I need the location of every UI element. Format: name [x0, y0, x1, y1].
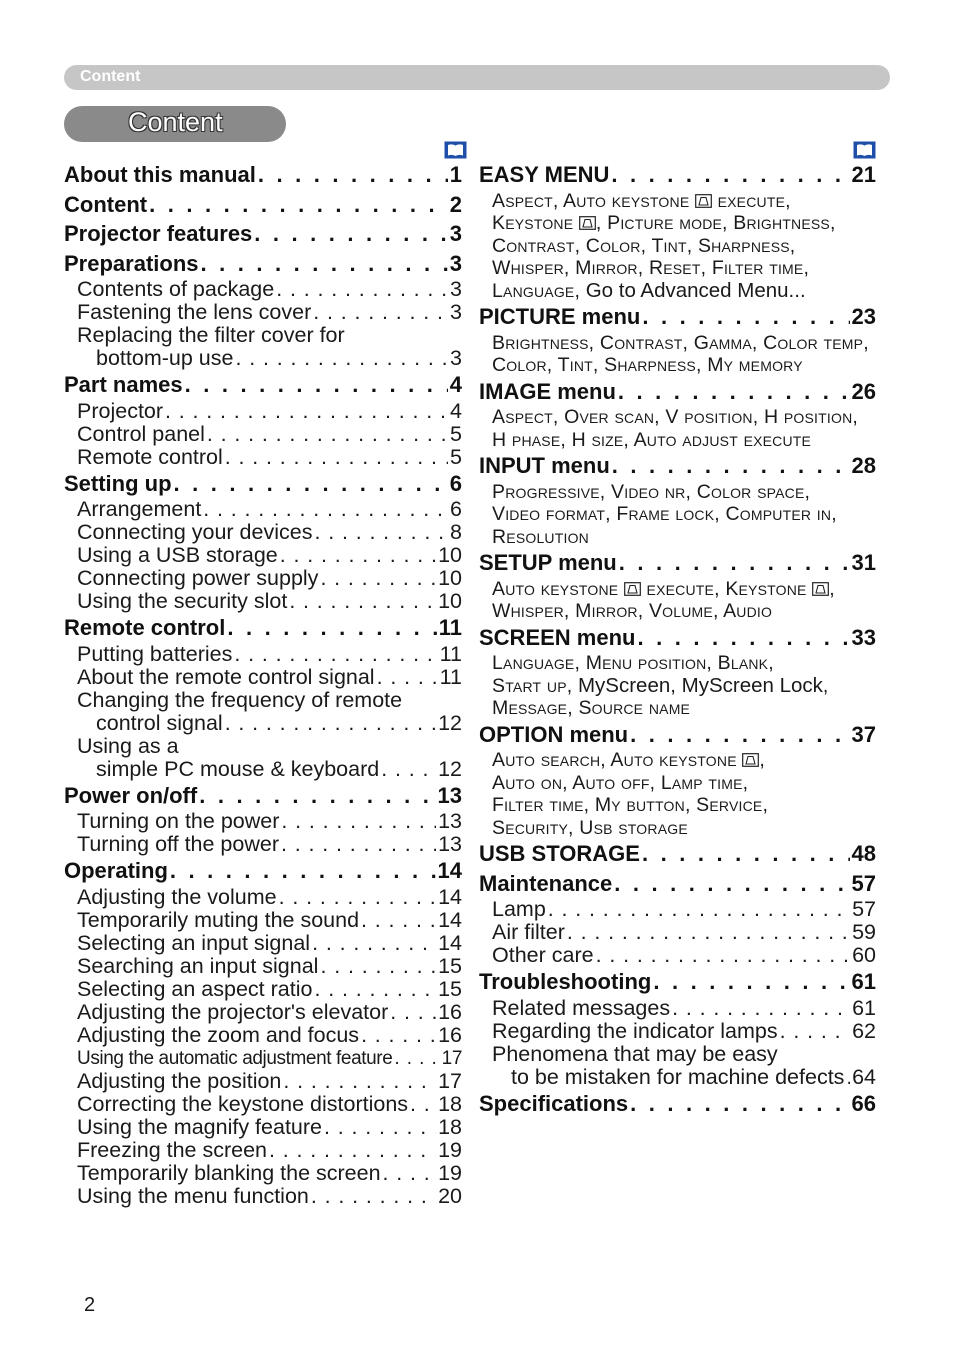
dot-leader [314, 521, 448, 544]
toc-entry-first-line: Changing the frequency of remote [77, 687, 403, 712]
dot-leader [203, 498, 448, 521]
toc-section-option-menu-page: 37 [851, 721, 876, 747]
toc-section-remote-control[interactable] [64, 613, 462, 643]
dot-leader [174, 469, 448, 499]
toc-entry[interactable] [64, 712, 462, 735]
keystone-icon [812, 582, 829, 596]
dot-leader [320, 955, 436, 978]
toc-entry-first-line: Using as a [77, 733, 179, 758]
toc-section-setup-menu-label: SETUP menu [479, 550, 617, 575]
toc-section-setup-menu-page: 31 [851, 550, 876, 575]
menu-item-text: Color, Tint, Sharpness, My memory [492, 354, 803, 376]
toc-entry-label: Temporarily blanking the screen [77, 1160, 381, 1185]
menu-item-list [479, 526, 876, 549]
toc-entry[interactable] [479, 898, 876, 921]
menu-item-list [479, 600, 876, 623]
menu-item-text: Go to Advanced Menu... [585, 278, 806, 302]
book-icon [853, 141, 876, 159]
dot-leader [149, 190, 448, 220]
toc-entry-label: Turning off the power [77, 832, 279, 856]
menu-item-text: Message, Source name [492, 697, 691, 719]
toc-entry[interactable] [64, 498, 462, 521]
toc-entry[interactable] [479, 1066, 876, 1089]
toc-entry-label: Adjusting the projector's elevator [77, 999, 389, 1024]
toc-entry-label: Selecting an input signal [77, 930, 311, 955]
menu-item-list [479, 280, 876, 303]
dot-leader [548, 898, 850, 921]
toc-entry-label: Adjusting the zoom and focus [77, 1022, 360, 1047]
toc-entry-label: Using the automatic adjustment feature [77, 1047, 393, 1069]
menu-item-list [479, 190, 876, 213]
toc-entry-label: Using the menu function [77, 1183, 309, 1208]
menu-item-text: Video format, Frame lock, Computer in, [492, 503, 837, 525]
toc-entry-label: Connecting power supply [77, 566, 319, 590]
toc-entry-label: Adjusting the position [77, 1068, 282, 1093]
toc-entry-page: 20 [438, 1183, 462, 1208]
toc-section-power-on-off-page: 13 [437, 782, 462, 808]
toc-entry[interactable] [64, 1185, 462, 1208]
toc-entry-label: Air filter [492, 920, 565, 944]
dot-leader [390, 1001, 436, 1024]
toc-entry[interactable] [479, 1020, 876, 1043]
toc-entry-page: 13 [438, 832, 462, 856]
toc-entry-label: Connecting your devices [77, 520, 313, 544]
menu-item-text: , Picture mode, Brightness, [595, 212, 836, 234]
dot-leader [394, 1047, 439, 1070]
dot-leader [283, 1070, 436, 1093]
dot-leader [312, 932, 436, 955]
toc-right-column [479, 160, 876, 1118]
dot-leader [225, 712, 436, 735]
toc-section-troubleshooting[interactable] [479, 967, 876, 997]
toc-entry-page: 18 [438, 1114, 462, 1139]
toc-section-projector-features-label: Projector features [64, 221, 253, 246]
menu-item-text: Whisper, Mirror, Reset, Filter time, [492, 257, 810, 279]
menu-item-list [479, 212, 876, 235]
toc-entry-page: 10 [438, 589, 462, 613]
dot-leader [567, 921, 850, 944]
dot-leader [612, 451, 850, 481]
toc-entry-label: Correcting the keystone distortions [77, 1091, 409, 1116]
toc-entry[interactable] [64, 758, 462, 781]
book-icon [444, 141, 467, 159]
toc-entry-label: Searching an input signal [77, 953, 319, 978]
toc-section-picture-menu[interactable] [479, 302, 876, 332]
toc-entry-page: 59 [852, 920, 876, 944]
toc-section-usb-storage[interactable] [479, 839, 876, 869]
toc-entry[interactable] [64, 423, 462, 446]
toc-entry-page: 15 [438, 953, 462, 978]
toc-section-option-menu-label: OPTION menu [479, 721, 629, 747]
toc-entry[interactable] [64, 932, 462, 955]
toc-entry-label: Fastening the lens cover [77, 300, 312, 324]
toc-entry-label: About the remote control signal [77, 664, 375, 689]
toc-section-easy-menu-page: 21 [851, 162, 876, 187]
toc-entry-page: 18 [438, 1091, 462, 1116]
toc-section-operating[interactable] [64, 856, 462, 886]
toc-entry-page: 19 [438, 1137, 462, 1162]
menu-item-list [479, 817, 876, 840]
menu-item-text: Filter time, My button, Service, [492, 794, 769, 816]
toc-entry[interactable] [64, 1116, 462, 1139]
toc-entry[interactable] [64, 955, 462, 978]
dot-leader [410, 1093, 436, 1116]
toc-entry[interactable] [64, 978, 462, 1001]
toc-section-troubleshooting-page: 61 [851, 969, 876, 994]
toc-entry-label: Regarding the indicator lamps [492, 1018, 778, 1043]
toc-entry-label: Contents of package [77, 277, 275, 301]
toc-entry[interactable] [64, 1139, 462, 1162]
dot-leader [361, 1024, 436, 1047]
toc-entry-label: Remote control [77, 444, 223, 469]
toc-entry-label: Freezing the screen [77, 1137, 268, 1162]
toc-entry[interactable] [64, 810, 462, 833]
toc-section-image-menu-label: IMAGE menu [479, 378, 616, 404]
toc-left-column [64, 160, 462, 1208]
toc-entry-page: 4 [450, 398, 462, 423]
dot-leader [225, 446, 448, 469]
toc-section-specifications-page: 66 [851, 1090, 876, 1116]
dot-leader [199, 781, 435, 811]
menu-item-text: , [829, 577, 835, 600]
toc-section-input-menu[interactable] [479, 451, 876, 481]
menu-item-text: Progressive, Video nr, Color space, [492, 480, 811, 503]
dot-leader [361, 909, 436, 932]
dot-leader [311, 1185, 436, 1208]
toc-section-operating-label: Operating [64, 858, 168, 883]
menu-item-list [479, 697, 876, 720]
toc-entry[interactable] [64, 1024, 462, 1047]
menu-item-text: Aspect, Over scan, V position, H position, [492, 406, 858, 428]
menu-item-text: Aspect, Auto keystone [492, 189, 695, 212]
toc-section-remote-control-label: Remote control [64, 615, 226, 640]
dot-leader [377, 666, 438, 689]
toc-section-image-menu-page: 26 [851, 378, 876, 404]
dot-leader [281, 810, 436, 833]
toc-entry-label: simple PC mouse & keyboard [96, 756, 380, 781]
dot-leader [234, 643, 437, 666]
toc-section-content[interactable] [64, 190, 462, 220]
menu-item-list [479, 652, 876, 675]
toc-section-maintenance[interactable] [479, 869, 876, 899]
toc-entry-label: Arrangement [77, 497, 202, 521]
toc-section-preparations[interactable] [64, 249, 462, 279]
toc-section-remote-control-page: 11 [438, 615, 462, 640]
dot-leader [279, 886, 436, 909]
toc-entry-page: 60 [852, 943, 876, 967]
toc-entry-first-line: Phenomena that may be easy [492, 1041, 778, 1066]
toc-section-maintenance-label: Maintenance [479, 870, 613, 896]
toc-entry-page: 13 [438, 809, 462, 833]
menu-item-list [479, 354, 876, 377]
toc-entry[interactable] [64, 1070, 462, 1093]
menu-item-text: Contrast, Color, Tint, Sharpness, [492, 234, 796, 257]
dot-leader [185, 370, 448, 400]
toc-entry[interactable] [64, 833, 462, 856]
menu-item-text: MyScreen, MyScreen Lock [577, 673, 823, 697]
toc-section-screen-menu-label: SCREEN menu [479, 624, 636, 650]
toc-entry-page: 11 [439, 664, 462, 689]
menu-item-text: execute, [711, 189, 791, 212]
toc-section-projector-features-page: 3 [449, 221, 462, 246]
dot-leader [313, 301, 448, 324]
dot-leader [596, 944, 851, 967]
toc-entry[interactable] [64, 590, 462, 613]
toc-section-setting-up-page: 6 [449, 470, 462, 496]
keystone-icon [742, 753, 759, 767]
dot-leader [280, 544, 436, 567]
toc-entry-page: 5 [450, 444, 462, 469]
toc-section-part-names-label: Part names [64, 372, 183, 397]
toc-entry-page: 3 [450, 300, 462, 324]
toc-section-input-menu-label: INPUT menu [479, 453, 610, 478]
dot-leader [207, 423, 448, 446]
toc-entry[interactable] [64, 1001, 462, 1024]
toc-entry[interactable] [479, 921, 876, 944]
toc-entry-label: control signal [96, 710, 223, 735]
toc-section-part-names-page: 4 [449, 372, 462, 397]
toc-section-preparations-label: Preparations [64, 250, 199, 276]
menu-item-text: Keystone [492, 212, 579, 234]
toc-entry-label: Other care [492, 943, 594, 967]
menu-item-list [479, 794, 876, 817]
dot-leader [630, 1089, 849, 1119]
menu-item-text: , [822, 674, 829, 697]
toc-section-power-on-off[interactable] [64, 781, 462, 811]
toc-entry-label: Using the magnify feature [77, 1114, 322, 1139]
dot-leader [254, 219, 447, 249]
dot-leader [276, 278, 448, 301]
toc-entry-page: 5 [450, 421, 462, 446]
toc-entry-label: Related messages [492, 995, 671, 1020]
dot-leader [672, 997, 850, 1020]
menu-item-text: Auto search, Auto keystone [492, 749, 743, 771]
toc-entry-page: 57 [852, 897, 876, 921]
header-bar [64, 65, 890, 90]
toc-entry[interactable] [64, 1047, 462, 1070]
toc-entry[interactable] [64, 544, 462, 567]
dot-leader [269, 1139, 436, 1162]
toc-entry[interactable] [64, 301, 462, 324]
menu-item-text: Whisper, Mirror, Volume, Audio [492, 600, 773, 622]
menu-item-list [479, 406, 876, 429]
toc-entry-page: 12 [438, 710, 462, 735]
toc-entry[interactable] [64, 521, 462, 544]
toc-entry-label: Using a USB storage [77, 543, 278, 567]
toc-section-projector-features[interactable] [64, 219, 462, 249]
toc-section-content-label: Content [64, 191, 148, 217]
toc-entry-label: Turning on the power [77, 809, 280, 833]
page-number: 2 [84, 1294, 96, 1316]
toc-entry[interactable] [64, 1093, 462, 1116]
dot-leader [324, 1116, 436, 1139]
toc-section-about-this-manual-page: 1 [449, 162, 462, 187]
toc-section-input-menu-page: 28 [851, 453, 876, 478]
dot-leader [383, 1162, 437, 1185]
toc-entry-label: Putting batteries [77, 641, 233, 666]
toc-section-picture-menu-label: PICTURE menu [479, 304, 641, 329]
toc-entry-page: 14 [438, 884, 462, 909]
dot-leader [289, 590, 436, 613]
keystone-icon [579, 216, 596, 230]
toc-section-specifications-label: Specifications [479, 1090, 629, 1116]
toc-section-screen-menu[interactable] [479, 623, 876, 653]
toc-entry-page: 15 [438, 976, 462, 1001]
menu-item-text: Security, Usb storage [492, 816, 688, 839]
toc-entry[interactable] [64, 1162, 462, 1185]
toc-section-part-names[interactable] [64, 370, 462, 400]
toc-section-easy-menu[interactable] [479, 160, 876, 190]
dot-leader [170, 856, 436, 886]
toc-entry-label: Adjusting the volume [77, 884, 277, 909]
toc-entry-page: 3 [450, 346, 462, 370]
toc-entry-label: Lamp [492, 897, 546, 921]
dot-leader [614, 869, 849, 899]
toc-entry[interactable] [479, 997, 876, 1020]
dot-leader [314, 978, 436, 1001]
toc-entry-label: Projector [77, 398, 164, 423]
toc-section-preparations-page: 3 [449, 250, 462, 276]
toc-section-picture-menu-page: 23 [851, 304, 876, 329]
toc-section-specifications[interactable] [479, 1089, 876, 1119]
toc-entry[interactable] [64, 886, 462, 909]
toc-entry-page: 10 [438, 566, 462, 590]
toc-entry-label: Using the security slot [77, 589, 288, 613]
toc-section-content-page: 2 [449, 191, 462, 217]
dot-leader [320, 567, 436, 590]
toc-entry-page: 6 [450, 497, 462, 521]
dot-leader [642, 839, 850, 869]
toc-entry[interactable] [64, 909, 462, 932]
header-bar-label: Content [80, 68, 141, 85]
toc-section-setup-menu[interactable] [479, 548, 876, 578]
toc-section-maintenance-page: 57 [851, 870, 876, 896]
menu-item-list [479, 578, 876, 601]
dot-leader [235, 347, 448, 370]
menu-item-text: H phase, H size, Auto adjust execute [492, 428, 812, 451]
toc-section-about-this-manual-label: About this manual [64, 162, 256, 187]
menu-item-text: , [759, 749, 765, 771]
keystone-icon [695, 194, 712, 208]
toc-entry[interactable] [479, 944, 876, 967]
menu-item-text: Auto keystone [492, 577, 624, 600]
toc-entry-page: 17 [441, 1047, 462, 1069]
toc-entry-page: 8 [450, 520, 462, 544]
toc-entry-label: Temporarily muting the sound [77, 907, 360, 932]
toc-entry-page: 12 [438, 756, 462, 781]
dot-leader [637, 623, 849, 653]
menu-item-list [479, 257, 876, 280]
toc-section-easy-menu-label: EASY MENU [479, 162, 610, 187]
dot-leader [618, 377, 850, 407]
menu-item-text: Auto on, Auto off, Lamp time, [492, 771, 749, 794]
toc-section-troubleshooting-label: Troubleshooting [479, 969, 652, 994]
toc-entry-page: 16 [438, 999, 462, 1024]
dot-leader [611, 160, 849, 190]
menu-item-text: Resolution [492, 525, 589, 548]
dot-leader [227, 613, 436, 643]
toc-section-option-menu[interactable] [479, 720, 876, 750]
toc-entry-page: 10 [438, 543, 462, 567]
toc-section-power-on-off-label: Power on/off [64, 782, 198, 808]
toc-section-about-this-manual[interactable] [64, 160, 462, 190]
toc-section-image-menu[interactable] [479, 377, 876, 407]
toc-entry-page: 64 [852, 1064, 876, 1089]
toc-entry[interactable] [64, 347, 462, 370]
dot-leader [381, 758, 436, 781]
menu-item-text: execute, Keystone [640, 577, 813, 600]
toc-entry[interactable] [64, 278, 462, 301]
menu-item-list [479, 772, 876, 795]
toc-section-setting-up[interactable] [64, 469, 462, 499]
toc-entry-first-line: Replacing the filter cover for [77, 323, 345, 347]
toc-entry-label: Control panel [77, 421, 205, 446]
dot-leader [653, 967, 849, 997]
menu-item-list [479, 332, 876, 355]
toc-entry[interactable] [64, 643, 462, 666]
menu-item-list [479, 749, 876, 772]
toc-entry-page: 11 [439, 641, 462, 666]
toc-entry-page: 62 [852, 1018, 876, 1043]
dot-leader [846, 1066, 850, 1089]
toc-section-usb-storage-page: 48 [851, 841, 876, 866]
dot-leader [642, 302, 849, 332]
menu-item-text: Start up, [492, 674, 578, 697]
toc-entry[interactable] [64, 400, 462, 423]
dot-leader [630, 720, 849, 750]
toc-section-operating-page: 14 [437, 858, 462, 883]
dot-leader [258, 160, 448, 190]
menu-item-text: Language, Menu position, Blank, [492, 652, 774, 674]
keystone-icon [624, 582, 641, 596]
toc-entry-page: 61 [852, 995, 876, 1020]
menu-item-list [479, 429, 876, 452]
toc-entry-label: Selecting an aspect ratio [77, 976, 313, 1001]
toc-entry-page: 16 [438, 1022, 462, 1047]
toc-entry-page: 14 [438, 907, 462, 932]
toc-entry-page: 17 [438, 1068, 462, 1093]
menu-item-list [479, 235, 876, 258]
dot-leader [201, 249, 448, 279]
toc-entry[interactable] [64, 567, 462, 590]
menu-item-list [479, 675, 876, 698]
toc-entry-label: to be mistaken for machine defects [511, 1064, 845, 1089]
page-title-pill [64, 106, 286, 142]
toc-entry-label: bottom-up use [96, 346, 234, 370]
toc-entry[interactable] [64, 446, 462, 469]
dot-leader [780, 1020, 850, 1043]
toc-section-setting-up-label: Setting up [64, 470, 172, 496]
page-title: Content [128, 107, 223, 137]
toc-entry[interactable] [64, 666, 462, 689]
dot-leader [165, 400, 448, 423]
menu-item-text: Brightness, Contrast, Gamma, Color temp, [492, 331, 869, 354]
dot-leader [619, 548, 850, 578]
menu-item-list [479, 503, 876, 526]
toc-entry-page: 14 [438, 930, 462, 955]
toc-section-screen-menu-page: 33 [851, 624, 876, 650]
toc-entry-page: 19 [438, 1160, 462, 1185]
toc-entry-page: 3 [450, 277, 462, 301]
toc-section-usb-storage-label: USB STORAGE [479, 841, 640, 866]
menu-item-text: Language, [492, 279, 586, 302]
dot-leader [281, 833, 436, 856]
menu-item-list [479, 481, 876, 504]
